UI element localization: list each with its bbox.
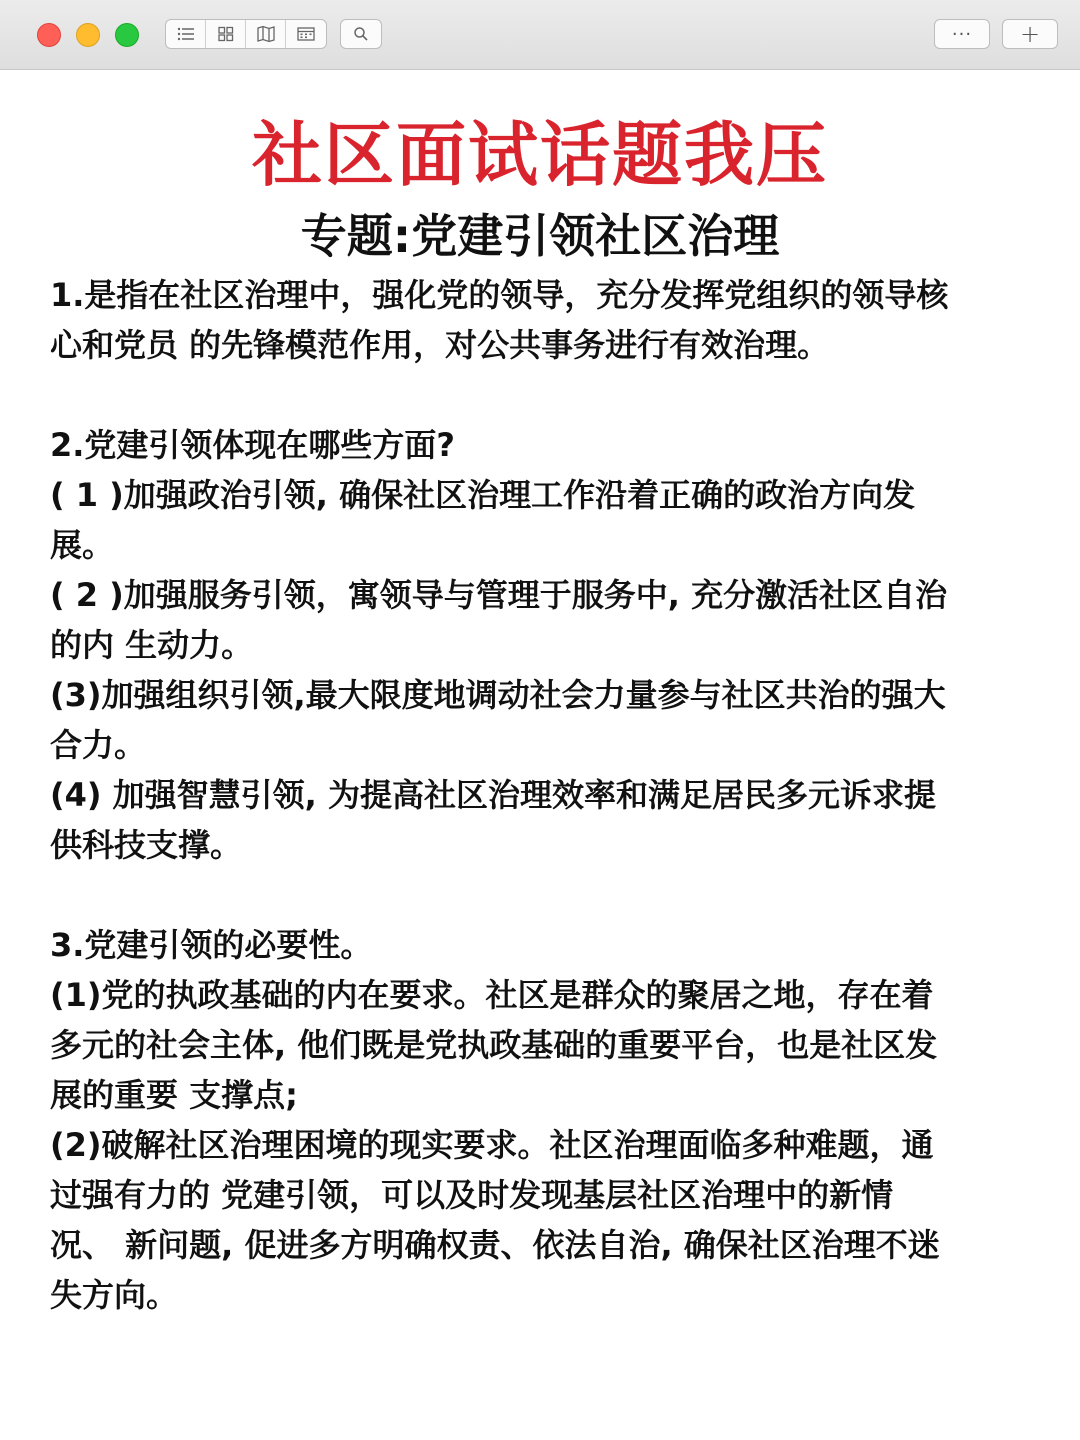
list-view-button[interactable] <box>166 20 206 48</box>
body-line: 过强有力的 党建引领，可以及时发现基层社区治理中的新情 <box>50 1176 894 1214</box>
calendar-view-button[interactable] <box>286 20 326 48</box>
body-line: 2.党建引领体现在哪些方面? <box>50 426 455 464</box>
body-line: (4) 加强智慧引领, 为提高社区治理效率和满足居民多元诉求提 <box>50 776 936 814</box>
list-icon <box>176 26 196 42</box>
body-line: 展。 <box>50 526 115 564</box>
grid-icon <box>217 26 235 42</box>
body-line: 展的重要 支撑点; <box>50 1076 298 1114</box>
map-icon <box>256 25 276 43</box>
body-line: 合力。 <box>50 726 147 764</box>
search-button[interactable] <box>340 19 382 49</box>
body-line: 3.党建引领的必要性。 <box>50 926 373 964</box>
body-line: 多元的社会主体, 他们既是党执政基础的重要平台，也是社区发 <box>50 1026 938 1064</box>
body-line: (2)破解社区治理困境的现实要求。社区治理面临多种难题，通 <box>50 1126 934 1164</box>
search-icon <box>353 26 369 42</box>
minimize-window-button[interactable] <box>76 23 100 47</box>
page-subtitle: 专题:党建引领社区治理 <box>300 209 780 263</box>
document-body <box>50 270 1035 1320</box>
maximize-window-button[interactable] <box>115 23 139 47</box>
body-line: 1.是指在社区治理中，强化党的领导，充分发挥党组织的领导核 <box>50 276 949 314</box>
document-content <box>0 70 1080 1440</box>
toolbar <box>0 0 1080 70</box>
body-line: 供科技支撑。 <box>50 826 243 864</box>
grid-view-button[interactable] <box>206 20 246 48</box>
body-line: 心和党员 的先锋模范作用，对公共事务进行有效治理。 <box>50 326 830 364</box>
close-window-button[interactable] <box>37 23 61 47</box>
body-line: ( 2 )加强服务引领，寓领导与管理于服务中, 充分激活社区自治 <box>50 576 948 614</box>
body-line: 的内 生动力。 <box>50 626 254 664</box>
body-line: 失方向。 <box>50 1276 179 1314</box>
body-line: ( 1 )加强政治引领, 确保社区治理工作沿着正确的政治方向发 <box>50 476 916 514</box>
view-mode-segmented-control <box>165 19 327 49</box>
blank-line <box>50 870 1035 920</box>
page-title: 社区面试话题我压 <box>252 114 828 196</box>
add-button[interactable]: + <box>1002 19 1058 49</box>
more-options-button[interactable]: ··· <box>934 19 990 49</box>
calendar-icon <box>296 26 316 42</box>
blank-line <box>50 370 1035 420</box>
body-line: (1)党的执政基础的内在要求。社区是群众的聚居之地，存在着 <box>50 976 934 1014</box>
body-line: (3)加强组织引领,最大限度地调动社会力量参与社区共治的强大 <box>50 676 946 714</box>
body-line: 况、 新问题, 促进多方明确权责、依法自治, 确保社区治理不迷 <box>50 1226 940 1264</box>
map-view-button[interactable] <box>246 20 286 48</box>
